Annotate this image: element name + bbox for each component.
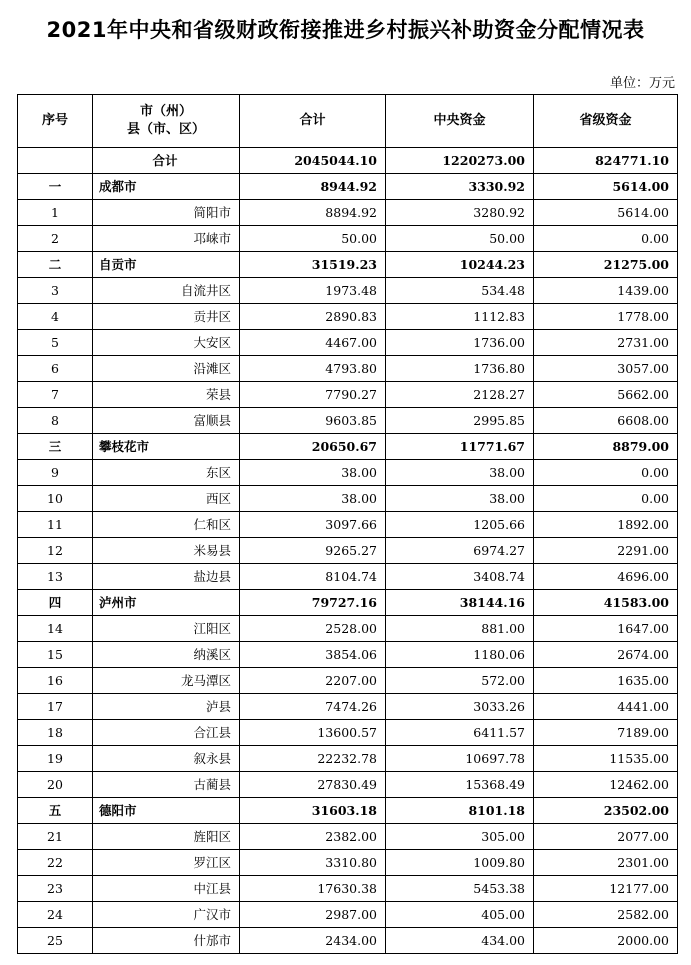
header-region: [93, 95, 240, 148]
row-total: 4467.00: [240, 330, 386, 356]
row-central: 3033.26: [386, 694, 534, 720]
row-provincial: 3057.00: [534, 356, 678, 382]
row-index: 13: [18, 564, 93, 590]
row-central: 1736.80: [386, 356, 534, 382]
row-region-name: 富顺县: [93, 408, 240, 434]
row-region-name: 合江县: [93, 720, 240, 746]
row-central: 10697.78: [386, 746, 534, 772]
total-row: [18, 148, 678, 174]
row-provincial: 0.00: [534, 486, 678, 512]
row-central: 5453.38: [386, 876, 534, 902]
unit-label: 单位：万元: [609, 76, 675, 91]
table-row: [18, 564, 678, 590]
row-provincial: 2301.00: [534, 850, 678, 876]
table-row: [18, 200, 678, 226]
row-total: 7474.26: [240, 694, 386, 720]
row-central: 3330.92: [386, 174, 534, 200]
row-region-name: 西区: [93, 486, 240, 512]
table-row: [18, 330, 678, 356]
table-row: [18, 304, 678, 330]
row-index: 6: [18, 356, 93, 382]
row-total: 9265.27: [240, 538, 386, 564]
row-provincial: 824771.10: [534, 148, 678, 174]
row-region-name: 龙马潭区: [93, 668, 240, 694]
row-central: 881.00: [386, 616, 534, 642]
row-region-name: 米易县: [93, 538, 240, 564]
table-row: [18, 668, 678, 694]
row-provincial: 41583.00: [534, 590, 678, 616]
table-row: [18, 538, 678, 564]
row-central: 1736.00: [386, 330, 534, 356]
row-region-name: 广汉市: [93, 902, 240, 928]
row-index: 25: [18, 928, 93, 954]
row-total: 31603.18: [240, 798, 386, 824]
row-central: 8101.18: [386, 798, 534, 824]
row-provincial: 23502.00: [534, 798, 678, 824]
row-region-name: 仁和区: [93, 512, 240, 538]
row-index: 11: [18, 512, 93, 538]
row-central: 15368.49: [386, 772, 534, 798]
row-region-name: 自流井区: [93, 278, 240, 304]
row-index: 4: [18, 304, 93, 330]
row-central: 1009.80: [386, 850, 534, 876]
row-provincial: 5614.00: [534, 174, 678, 200]
row-central: 2128.27: [386, 382, 534, 408]
row-total: 2987.00: [240, 902, 386, 928]
city-row: [18, 174, 678, 200]
city-row: [18, 590, 678, 616]
city-row: [18, 434, 678, 460]
row-region-name: 泸县: [93, 694, 240, 720]
row-region-name: 什邡市: [93, 928, 240, 954]
row-central: 305.00: [386, 824, 534, 850]
row-total: 7790.27: [240, 382, 386, 408]
table-row: [18, 226, 678, 252]
row-total: 2382.00: [240, 824, 386, 850]
row-index: 7: [18, 382, 93, 408]
row-provincial: 2291.00: [534, 538, 678, 564]
header-index: 序号: [18, 95, 93, 148]
row-provincial: 5614.00: [534, 200, 678, 226]
row-index: 四: [18, 590, 93, 616]
table-row: [18, 382, 678, 408]
row-total: 20650.67: [240, 434, 386, 460]
row-total: 2528.00: [240, 616, 386, 642]
row-region-name: 罗江区: [93, 850, 240, 876]
header-region-line2: 县（市、区）: [126, 122, 205, 137]
row-central: 572.00: [386, 668, 534, 694]
row-region-name: 自贡市: [93, 252, 240, 278]
row-index: 10: [18, 486, 93, 512]
row-provincial: 4441.00: [534, 694, 678, 720]
table-row: [18, 642, 678, 668]
row-index: 15: [18, 642, 93, 668]
row-index: 18: [18, 720, 93, 746]
header-central: 中央资金: [386, 95, 534, 148]
row-total: 50.00: [240, 226, 386, 252]
row-total: 17630.38: [240, 876, 386, 902]
row-central: 1205.66: [386, 512, 534, 538]
row-provincial: 7189.00: [534, 720, 678, 746]
row-index: 2: [18, 226, 93, 252]
table-row: [18, 928, 678, 954]
table-row: [18, 902, 678, 928]
header-provincial: 省级资金: [534, 95, 678, 148]
row-provincial: 2582.00: [534, 902, 678, 928]
row-index: 3: [18, 278, 93, 304]
row-index: 12: [18, 538, 93, 564]
row-total: 3854.06: [240, 642, 386, 668]
row-provincial: 1778.00: [534, 304, 678, 330]
row-region-name: 邛崃市: [93, 226, 240, 252]
row-provincial: 1635.00: [534, 668, 678, 694]
row-central: 38.00: [386, 460, 534, 486]
row-total: 4793.80: [240, 356, 386, 382]
row-total: 9603.85: [240, 408, 386, 434]
row-index: 21: [18, 824, 93, 850]
row-region-name: 中江县: [93, 876, 240, 902]
row-central: 6974.27: [386, 538, 534, 564]
row-index: 23: [18, 876, 93, 902]
row-region-name: 江阳区: [93, 616, 240, 642]
row-central: 1220273.00: [386, 148, 534, 174]
row-index: 14: [18, 616, 93, 642]
row-region-name: 旌阳区: [93, 824, 240, 850]
row-total: 2045044.10: [240, 148, 386, 174]
row-region-name: 简阳市: [93, 200, 240, 226]
row-provincial: 11535.00: [534, 746, 678, 772]
row-central: 50.00: [386, 226, 534, 252]
table-row: [18, 694, 678, 720]
row-total: 3310.80: [240, 850, 386, 876]
row-total: 22232.78: [240, 746, 386, 772]
row-central: 1112.83: [386, 304, 534, 330]
row-region-name: 古蔺县: [93, 772, 240, 798]
row-total: 2890.83: [240, 304, 386, 330]
row-provincial: 1647.00: [534, 616, 678, 642]
page-title: 2021年中央和省级财政衔接推进乡村振兴补助资金分配情况表: [46, 18, 645, 42]
table-row: [18, 460, 678, 486]
row-provincial: 4696.00: [534, 564, 678, 590]
row-central: 6411.57: [386, 720, 534, 746]
row-region-name: 成都市: [93, 174, 240, 200]
row-region-name: 德阳市: [93, 798, 240, 824]
row-index: 五: [18, 798, 93, 824]
row-central: 405.00: [386, 902, 534, 928]
row-central: 10244.23: [386, 252, 534, 278]
row-central: 3408.74: [386, 564, 534, 590]
row-central: 434.00: [386, 928, 534, 954]
row-total: 8104.74: [240, 564, 386, 590]
row-provincial: 0.00: [534, 460, 678, 486]
row-provincial: 12177.00: [534, 876, 678, 902]
table-body: [18, 148, 678, 954]
city-row: [18, 798, 678, 824]
row-total: 3097.66: [240, 512, 386, 538]
row-index: 17: [18, 694, 93, 720]
table-row: [18, 408, 678, 434]
header-region-line1: 市（州）: [139, 104, 192, 119]
row-provincial: 1892.00: [534, 512, 678, 538]
table-row: [18, 876, 678, 902]
row-index: 24: [18, 902, 93, 928]
row-region-name: 大安区: [93, 330, 240, 356]
table-row: [18, 356, 678, 382]
row-provincial: 2674.00: [534, 642, 678, 668]
row-index: 1: [18, 200, 93, 226]
row-provincial: 8879.00: [534, 434, 678, 460]
row-total: 38.00: [240, 486, 386, 512]
table-row: [18, 278, 678, 304]
table-row: [18, 772, 678, 798]
row-total: 2207.00: [240, 668, 386, 694]
allocation-table: [17, 94, 678, 954]
table-row: [18, 824, 678, 850]
row-region-name: 沿滩区: [93, 356, 240, 382]
row-central: 1180.06: [386, 642, 534, 668]
row-total: 1973.48: [240, 278, 386, 304]
row-provincial: 1439.00: [534, 278, 678, 304]
row-index: 5: [18, 330, 93, 356]
row-central: 38.00: [386, 486, 534, 512]
row-region-name: 荣县: [93, 382, 240, 408]
row-region-name: 纳溪区: [93, 642, 240, 668]
row-total: 31519.23: [240, 252, 386, 278]
row-region-name: 贡井区: [93, 304, 240, 330]
row-total: 8894.92: [240, 200, 386, 226]
row-index: [18, 148, 93, 174]
row-index: 16: [18, 668, 93, 694]
city-row: [18, 252, 678, 278]
row-central: 11771.67: [386, 434, 534, 460]
row-provincial: 2000.00: [534, 928, 678, 954]
row-provincial: 12462.00: [534, 772, 678, 798]
row-region-name: 攀枝花市: [93, 434, 240, 460]
row-total: 79727.16: [240, 590, 386, 616]
header-total: 合计: [240, 95, 386, 148]
row-region-name: 叙永县: [93, 746, 240, 772]
row-central: 38144.16: [386, 590, 534, 616]
row-central: 534.48: [386, 278, 534, 304]
row-index: 19: [18, 746, 93, 772]
table-row: [18, 720, 678, 746]
row-total: 13600.57: [240, 720, 386, 746]
row-provincial: 5662.00: [534, 382, 678, 408]
table-row: [18, 850, 678, 876]
row-region-name: 盐边县: [93, 564, 240, 590]
row-provincial: 2731.00: [534, 330, 678, 356]
table-row: [18, 746, 678, 772]
row-total: 8944.92: [240, 174, 386, 200]
row-index: 8: [18, 408, 93, 434]
row-index: 20: [18, 772, 93, 798]
table-row: [18, 486, 678, 512]
table-row: [18, 512, 678, 538]
row-provincial: 6608.00: [534, 408, 678, 434]
row-region-name: 合计: [93, 148, 240, 174]
row-index: 一: [18, 174, 93, 200]
row-region-name: 泸州市: [93, 590, 240, 616]
row-central: 2995.85: [386, 408, 534, 434]
table-header: [18, 95, 678, 148]
row-provincial: 0.00: [534, 226, 678, 252]
row-central: 3280.92: [386, 200, 534, 226]
row-region-name: 东区: [93, 460, 240, 486]
row-index: 9: [18, 460, 93, 486]
row-index: 22: [18, 850, 93, 876]
row-total: 38.00: [240, 460, 386, 486]
row-index: 二: [18, 252, 93, 278]
row-index: 三: [18, 434, 93, 460]
row-provincial: 2077.00: [534, 824, 678, 850]
table-row: [18, 616, 678, 642]
row-total: 2434.00: [240, 928, 386, 954]
row-provincial: 21275.00: [534, 252, 678, 278]
row-total: 27830.49: [240, 772, 386, 798]
